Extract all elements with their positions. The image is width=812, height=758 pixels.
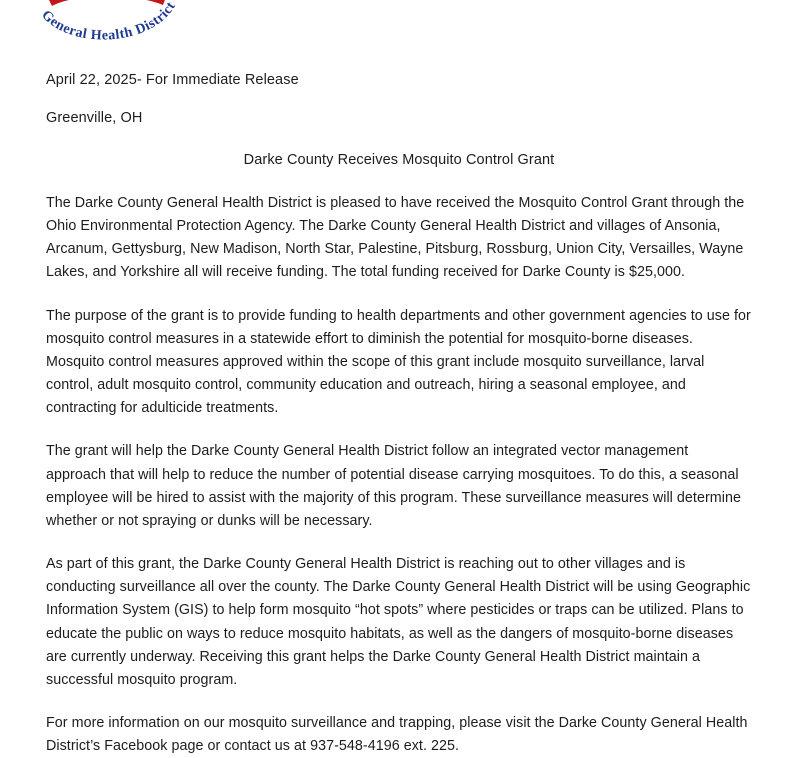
city-line: Greenville, OH [46, 110, 143, 126]
paragraph-5: For more information on our mosquito surveillance and trapping, please visit the Darke County General Health District’s Facebook page or contact us at 937-548-4196 ext. 225. [46, 714, 748, 755]
letterhead [30, 0, 180, 54]
paragraph-2: The purpose of the grant is to provide funding to health departments and other government agencies to use for mosquito control measures in a statewide effort to diminish the potential for mosquito-borne diseases. Mosquito control measures approved within the scope of this grant include mosquito surveillance, larval control, adult mosquito control, community education and outreach, hiring a seasonal employee, and contracting for adulticide treatments. [46, 307, 751, 417]
logo-text: General Health District [38, 0, 179, 44]
page-title: Darke County Receives Mosquito Control Grant [243, 152, 555, 168]
paragraph-3: The grant will help the Darke County General Health District follow an integrated vector management approach that will help to reduce the number of potential disease carrying mosquitoes. To do this, a seasonal employee will be hired to assist with the majority of this program. These surveillance measures will determine whether or not spraying or dunks will be necessary. [46, 443, 741, 529]
paragraph-4: As part of this grant, the Darke County General Health District is reaching out to other villages and is conducting surveillance all over the county. The Darke County General Health District will be using Geographic Information System (GIS) to help form mosquito “hot spots” where pesticides or traps can be utilized. Plans to educate the public on ways to reduce mosquito habitats, as well as the dangers of mosquito-borne diseases are currently underway. Receiving this grant helps the Darke County General Health District maintain a successful mosquito program. [46, 556, 751, 688]
general-health-district-logo [30, 0, 180, 54]
document-body [46, 72, 752, 758]
svg-text:General Health District [38, 0, 179, 44]
release-date-line: April 22, 2025- For Immediate Release [46, 72, 299, 88]
paragraph-1: The Darke County General Health District is pleased to have received the Mosquito Control Grant through the Ohio Environmental Protection Agency. The Darke County General Health District and villages of Ansonia, Arcanum, Gettysburg, New Madison, North Star, Palestine, Pitsburg, Rossburg, Union City, Versailles, Wayne Lakes, and Yorkshire all will receive funding. The total funding received for Darke County is $25,000. [46, 195, 745, 281]
